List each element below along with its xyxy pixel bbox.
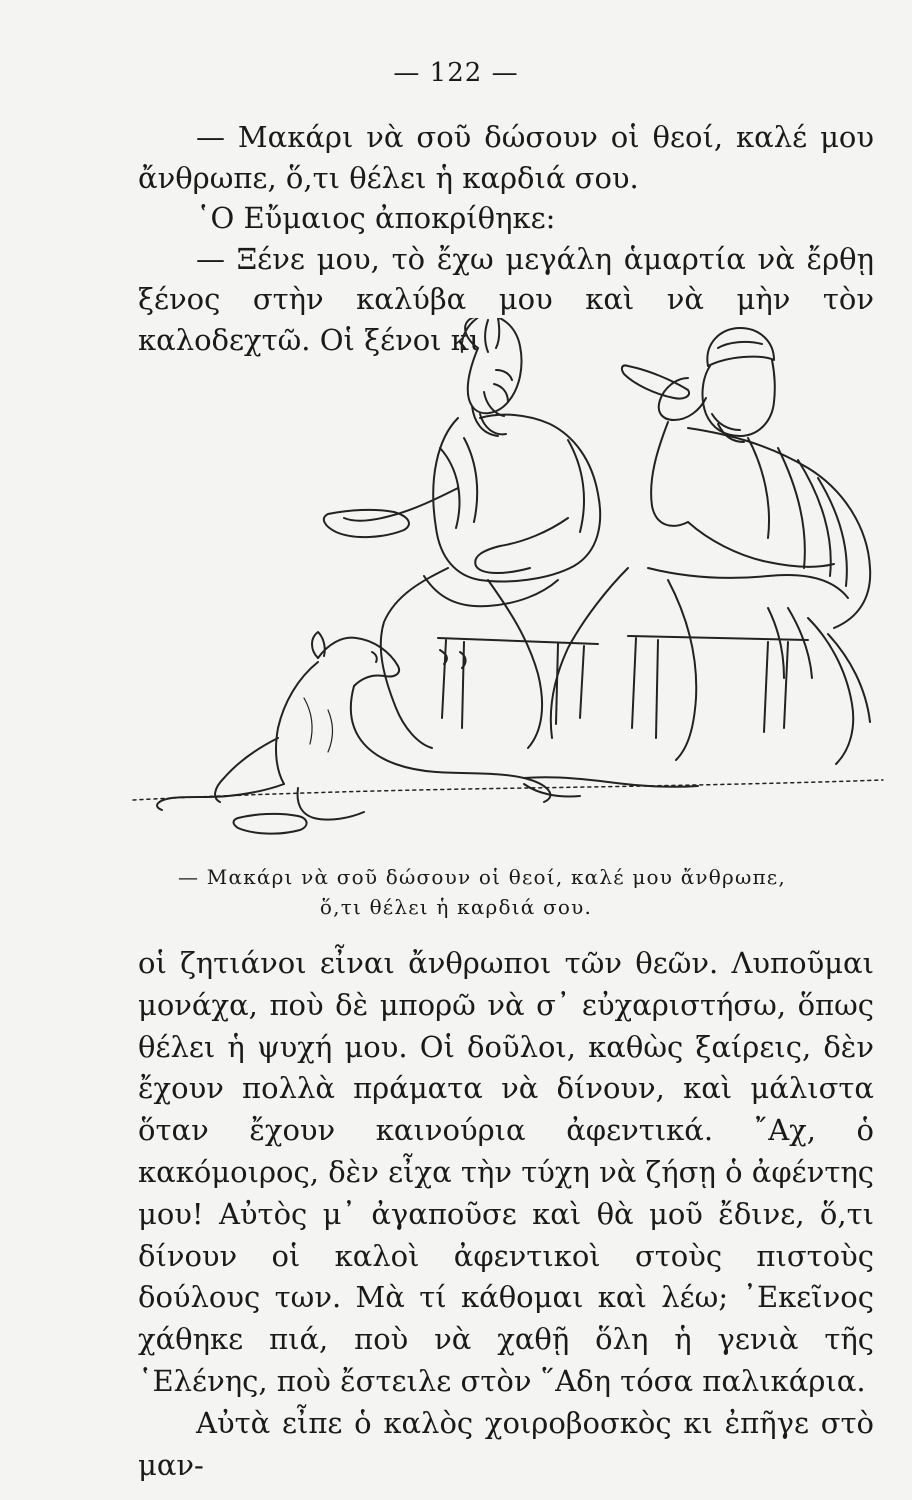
bottom-text-block: [138, 943, 874, 1486]
illustration-caption: [0, 862, 912, 922]
paragraph-beggars: οἱ ζητιάνοι εἶναι ἄνθρωποι τῶν θεῶν. Λυποῦμαι μονάχα, ποὺ δὲ μπορῶ νὰ σ᾽ εὐχαριστήσω, ὅπως θέλει ἡ ψυχή μου. Οἱ δοῦλοι, καθὼς ξαίρεις, δὲν ἔχουν πολλὰ πράματα νὰ δίνουν, καὶ μάλιστα ὅταν ἔχουν καινούρια ἀφεντικά. ῎Αχ, ὁ κακόμοιρος, δὲν εἶχα τὴν τύχη νὰ ζήσῃ ὁ ἀφέντης μου! Αὐτὸς μ᾽ ἀγαποῦσε καὶ θὰ μοῦ ἔδινε, ὅ,τι δίνουν οἱ καλοὶ ἀφεντικοὶ στοὺς πιστοὺς δούλους των. Μὰ τί κάθομαι καὶ λέω; ᾿Εκεῖνος χάθηκε πιά, ποὺ νὰ χαθῇ ὅλη ἡ γενιὰ τῆς ῾Ελένης, ποὺ ἔστειλε στὸν ῞Αδη τόσα παλικάρια.: [138, 946, 874, 1398]
caption-line-1: — Μακάρι νὰ σοῦ δώσουν οἱ θεοί, καλέ μου ἄνθρωπε,: [178, 865, 786, 889]
paragraph-swineherd: Αὐτὰ εἶπε ὁ καλὸς χοιροβοσκὸς κι ἐπῆγε στὸ μαν-: [138, 1405, 874, 1482]
engraving-two-men-seated-with-dog-icon: [128, 318, 888, 848]
paragraph-blessing: — Μακάρι νὰ σοῦ δώσουν οἱ θεοί, καλέ μου ἄνθρωπε, ὅ,τι θέλει ἡ καρδιά σου.: [138, 120, 874, 195]
page-number: — 122 —: [393, 58, 519, 88]
paragraph-stranger: — Ξένε μου, τὸ ἔχω μεγάλη ἁμαρτία νὰ ἔρθῃ ξένος στὴν καλύβα μου καὶ νὰ μὴν τὸν καλοδεχτῶ. Οἱ ξένοι κι: [138, 241, 874, 357]
caption-line-2: ὅ,τι θέλει ἡ καρδιά σου.: [319, 895, 593, 919]
paragraph-eumaeus-replied: ῾Ο Εὔμαιος ἀποκρίθηκε:: [196, 201, 556, 235]
